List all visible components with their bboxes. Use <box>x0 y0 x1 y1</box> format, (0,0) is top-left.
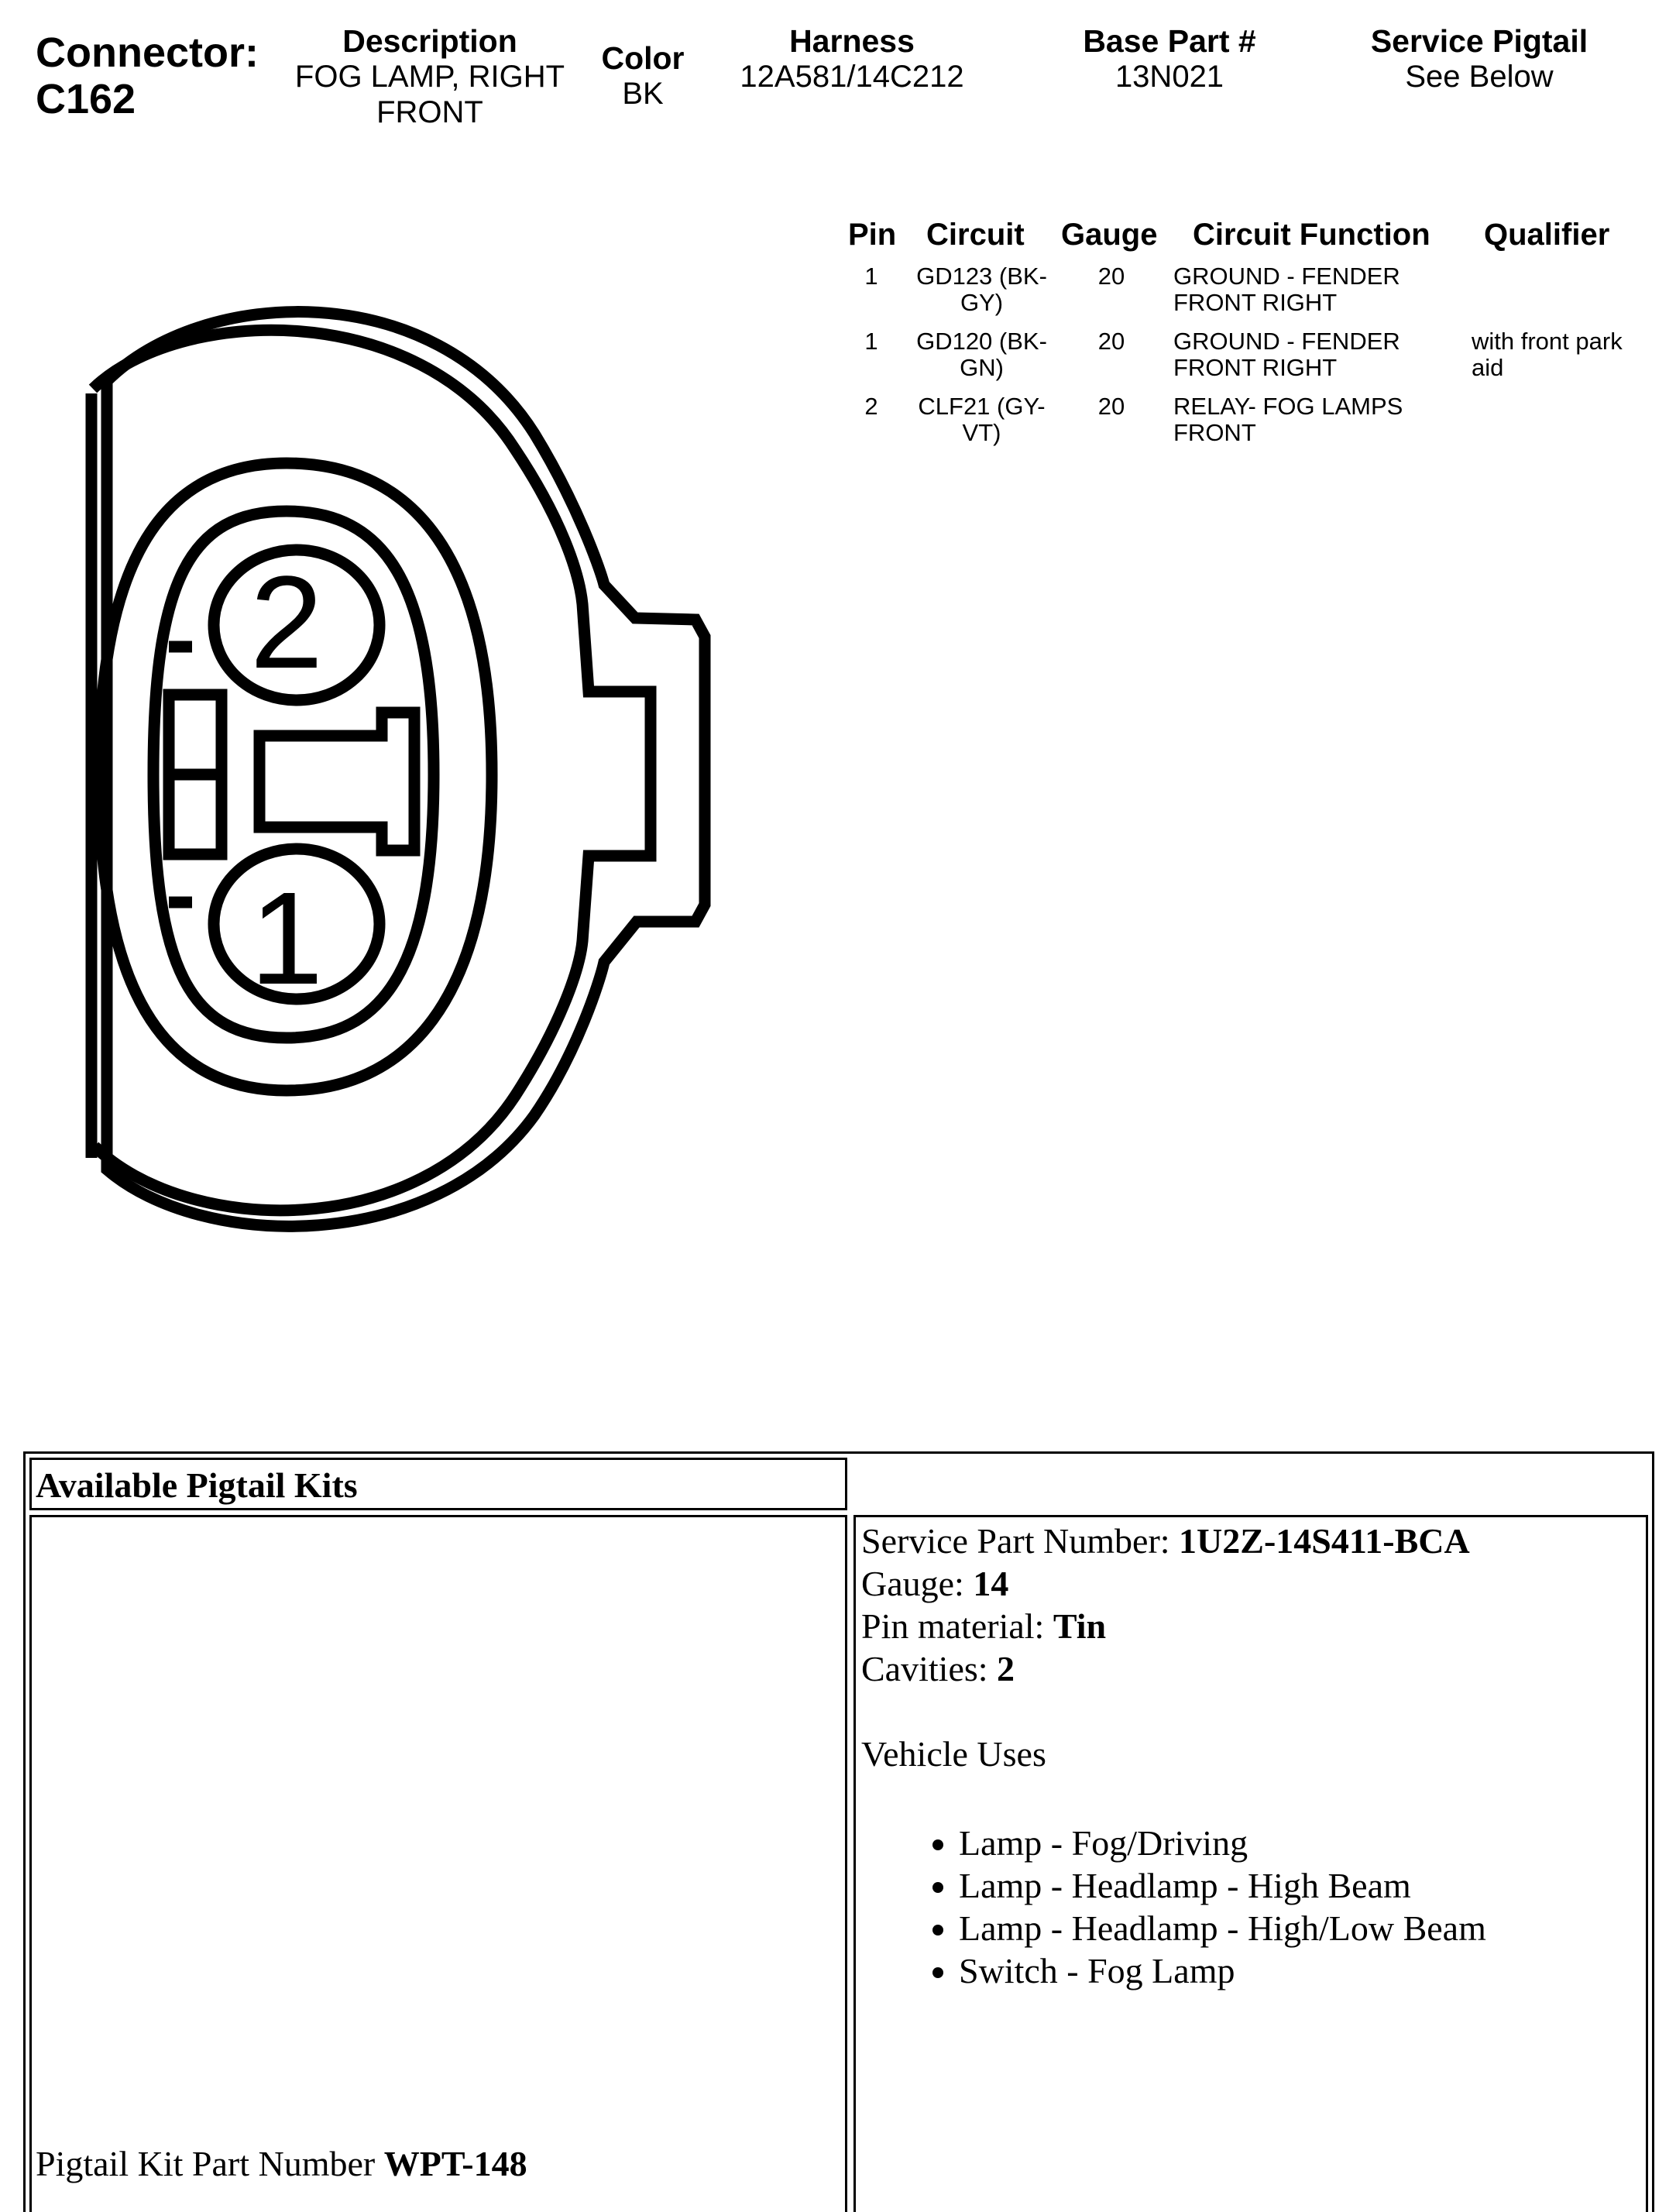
list-item: • Lamp - Fog/Driving <box>959 1822 1486 1864</box>
circuit-line1: GD120 (BK- <box>916 328 1047 355</box>
harness-title: Harness <box>789 23 915 59</box>
function-header: Circuit Function <box>1193 218 1430 252</box>
description-value-line1: FOG LAMP, RIGHT <box>294 60 565 94</box>
service-pigtail-title: Service Pigtail <box>1370 23 1588 59</box>
service-part-label: Service Part Number: <box>861 1521 1180 1561</box>
cavity-1-label: 1 <box>249 865 324 1012</box>
circuit-cell <box>902 263 1061 316</box>
function-cell <box>1173 263 1468 316</box>
service-part-value: 1U2Z-14S411-BCA <box>1179 1521 1470 1561</box>
gauge-spec <box>861 1562 1008 1605</box>
description-title: Description <box>342 23 517 59</box>
cavity-2-label: 2 <box>249 549 324 696</box>
pin-material-value: Tin <box>1053 1606 1107 1646</box>
kit-part-number-label: Pigtail Kit Part Number <box>36 2144 384 2183</box>
harness-column <box>720 23 984 94</box>
harness-value: 12A581/14C212 <box>740 60 964 94</box>
connector-label: Connector: <box>36 29 259 76</box>
color-value: BK <box>622 77 664 111</box>
circuit-line1: GD123 (BK- <box>916 263 1047 290</box>
pin-material-label: Pin material: <box>861 1606 1053 1646</box>
pin-cell: 1 <box>864 263 878 290</box>
connector-heading <box>36 29 259 122</box>
circuit-line2: VT) <box>962 419 1001 446</box>
function-cell <box>1173 393 1468 446</box>
gauge-header: Gauge <box>1061 218 1158 252</box>
vehicle-uses-title: Vehicle Uses <box>861 1734 1046 1774</box>
connector-face-diagram <box>77 279 728 1270</box>
gauge-cell: 20 <box>1097 393 1125 420</box>
pigtail-image-cell <box>29 1515 847 2212</box>
function-line1: RELAY- FOG LAMPS <box>1173 393 1403 420</box>
base-part-value: 13N021 <box>1114 60 1224 94</box>
circuit-header: Circuit <box>926 218 1025 252</box>
gauge-label: Gauge: <box>861 1564 974 1603</box>
latch-rib <box>259 713 414 850</box>
service-part-number <box>861 1520 1470 1562</box>
base-part-title: Base Part # <box>1083 23 1256 59</box>
circuit-cell <box>902 328 1061 381</box>
color-title: Color <box>601 40 685 76</box>
list-item: • Switch - Fog Lamp <box>959 1949 1486 1992</box>
function-line2: FRONT RIGHT <box>1173 289 1338 316</box>
pin-header: Pin <box>848 218 897 252</box>
circuit-line2: GY) <box>960 289 1004 316</box>
function-line2: FRONT <box>1173 419 1256 446</box>
pin-material-spec <box>861 1605 1106 1647</box>
gauge-value: 14 <box>973 1564 1009 1603</box>
pigtail-kits-title: Available Pigtail Kits <box>36 1465 358 1505</box>
color-column <box>573 40 713 112</box>
cavities-spec <box>861 1647 1015 1690</box>
function-line1: GROUND - FENDER <box>1173 263 1400 290</box>
list-item: • Lamp - Headlamp - High Beam <box>959 1864 1486 1907</box>
qualifier-line2: aid <box>1472 354 1504 381</box>
key-block-lower <box>169 775 222 854</box>
connector-id: C162 <box>36 76 136 122</box>
vehicle-uses-list <box>908 1822 1486 1992</box>
function-line1: GROUND - FENDER <box>1173 328 1400 355</box>
qualifier-cell <box>1472 328 1673 381</box>
gauge-cell: 20 <box>1097 328 1125 355</box>
description-column <box>287 23 573 130</box>
circuit-line2: GN) <box>960 354 1004 381</box>
kit-part-number-value: WPT-148 <box>383 2144 527 2183</box>
pin-cell: 2 <box>864 393 878 420</box>
pin-cell: 1 <box>864 328 878 355</box>
kit-part-number <box>36 2144 527 2184</box>
service-pigtail-column <box>1340 23 1619 94</box>
gauge-cell: 20 <box>1097 263 1125 290</box>
cavities-label: Cavities: <box>861 1649 998 1688</box>
circuit-cell <box>902 393 1061 446</box>
key-block-upper <box>169 695 222 775</box>
qualifier-header: Qualifier <box>1484 218 1610 252</box>
description-value-line2: FRONT <box>376 95 483 129</box>
function-line2: FRONT RIGHT <box>1173 354 1338 381</box>
function-cell <box>1173 328 1468 381</box>
list-item: • Lamp - Headlamp - High/Low Beam <box>959 1907 1486 1949</box>
qualifier-line1: with front park <box>1472 328 1623 355</box>
service-pigtail-value: See Below <box>1405 60 1554 94</box>
circuit-line1: CLF21 (GY- <box>918 393 1046 420</box>
cavities-value: 2 <box>997 1649 1015 1688</box>
base-part-column <box>1046 23 1293 94</box>
